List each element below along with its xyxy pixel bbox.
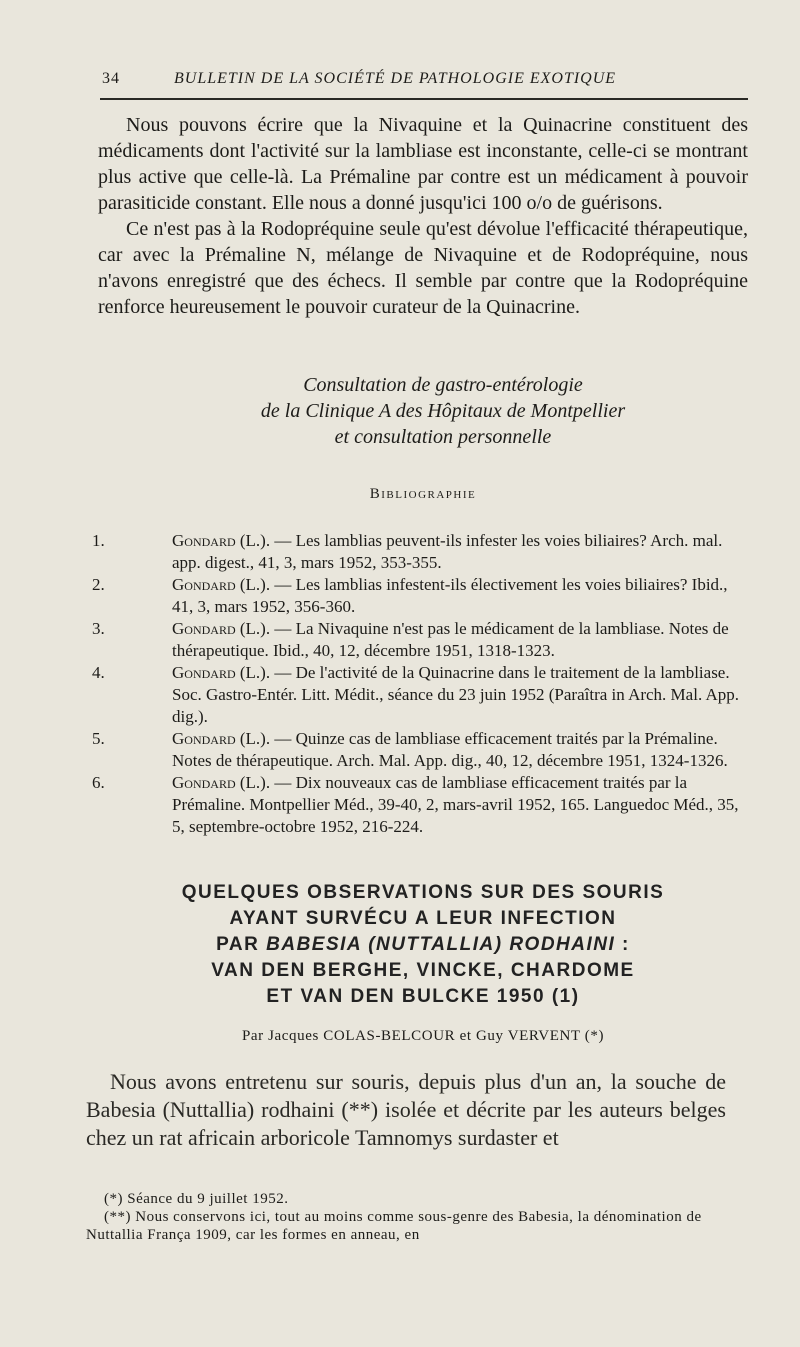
reference-item	[92, 662, 752, 728]
reference-number: 6.	[92, 773, 105, 792]
reference-text: (L.). — De l'activité de la Quinacrine dans le traitement de la lambliase. Soc. Gastro-Entér. Litt. Médit., séance du 23 juin 1952 (Paraîtra in Arch. Mal. App. dig.).	[172, 663, 740, 726]
reference-text: (L.). — Quinze cas de lambliase efficacement traités par la Prémaline. Notes de thérapeutique. Arch. Mal. App. dig., 40, 12, décembre 1951, 1324-1326.	[172, 729, 728, 770]
reference-item	[92, 574, 752, 618]
body-text	[98, 112, 748, 320]
header-rule	[100, 98, 748, 100]
reference-author: Gondard	[172, 575, 236, 594]
reference-item	[92, 618, 752, 662]
page-number: 34	[102, 70, 120, 87]
article-title-line-1: QUELQUES OBSERVATIONS SUR DES SOURIS	[181, 882, 665, 903]
title-prefix: PAR	[216, 934, 260, 955]
reference-number: 1.	[92, 531, 105, 550]
affiliation-line-1: Consultation de gastro-entérologie	[303, 374, 583, 396]
reference-text: (L.). — Les lamblias infestent-ils électivement les voies biliaires? Ibid., 41, 3, mars 1952, 356-360.	[172, 575, 728, 616]
footnote-2: (**) Nous conservons ici, tout au moins comme sous-genre des Babesia, la dénomination de Nuttallia França 1909, car les formes en anneau, en	[86, 1209, 702, 1243]
article-title-line-4: VAN DEN BERGHE, VINCKE, CHARDOME	[211, 960, 635, 981]
reference-item	[92, 728, 752, 772]
reference-author: Gondard	[172, 619, 236, 638]
footnote-1: (*) Séance du 9 juillet 1952.	[104, 1191, 289, 1207]
reference-author: Gondard	[172, 729, 236, 748]
article-title-line-3	[98, 932, 748, 958]
affiliation-line-3: et consultation personnelle	[334, 426, 552, 448]
article-title-line-2: AYANT SURVÉCU A LEUR INFECTION	[229, 908, 617, 929]
reference-author: Gondard	[172, 773, 236, 792]
title-genus: BABESIA (NUTTALLIA) RODHAINI	[266, 934, 616, 955]
reference-number: 3.	[92, 619, 105, 638]
paragraph-2: Ce n'est pas à la Rodopréquine seule qu'est dévolue l'efficacité thérapeutique, car avec la Prémaline N, mélange de Nivaquine et de Rodopréquine, nous n'avons enregistré que des échecs. Il semble par contre que la Rodopréquine renforce heureusement le pouvoir curateur de la Quinacrine.	[98, 218, 748, 318]
affiliation	[98, 372, 748, 450]
article-authors: Par Jacques COLAS-BELCOUR et Guy VERVENT (*)	[241, 1028, 605, 1044]
reference-author: Gondard	[172, 531, 236, 550]
article-title	[98, 880, 748, 1010]
reference-item	[92, 772, 752, 838]
intro-paragraph: Nous avons entretenu sur souris, depuis plus d'un an, la souche de Babesia (Nuttallia) rodhaini (**) isolée et décrite par les auteurs belges chez un rat africain arboricole Tamnomys surdaster et	[86, 1069, 726, 1150]
footnotes	[86, 1190, 726, 1244]
affiliation-line-2: de la Clinique A des Hôpitaux de Montpellier	[260, 400, 626, 422]
bibliography-heading: Bibliographie	[369, 486, 477, 502]
article-intro	[86, 1068, 726, 1152]
reference-number: 2.	[92, 575, 105, 594]
reference-text: (L.). — Dix nouveaux cas de lambliase efficacement traités par la Prémaline. Montpellier Méd., 39-40, 2, mars-avril 1952, 165. Languedoc Méd., 35, 5, septembre-octobre 1952, 216-224.	[172, 773, 739, 836]
reference-number: 5.	[92, 729, 105, 748]
article-title-line-5: ET VAN DEN BULCKE 1950 (1)	[266, 986, 580, 1007]
reference-text: (L.). — Les lamblias peuvent-ils infester les voies biliaires? Arch. mal. app. digest., 41, 3, mars 1952, 353-355.	[172, 531, 723, 572]
reference-number: 4.	[92, 663, 105, 682]
reference-author: Gondard	[172, 663, 236, 682]
title-suffix: :	[622, 934, 630, 955]
journal-title: BULLETIN DE LA SOCIÉTÉ DE PATHOLOGIE EXOTIQUE	[174, 70, 617, 87]
reference-item	[92, 530, 752, 574]
reference-text: (L.). — La Nivaquine n'est pas le médicament de la lambliase. Notes de thérapeutique. Ibid., 40, 12, décembre 1951, 1318-1323.	[172, 619, 729, 660]
bibliography-list	[92, 530, 752, 838]
paragraph-1: Nous pouvons écrire que la Nivaquine et la Quinacrine constituent des médicaments dont l'activité sur la lambliase est inconstante, celle-ci se montrant plus active que celle-là. La Prémaline par contre est un médicament à pouvoir parasiticide constant. Elle nous a donné jusqu'ici 100 o/o de guérisons.	[98, 114, 748, 214]
